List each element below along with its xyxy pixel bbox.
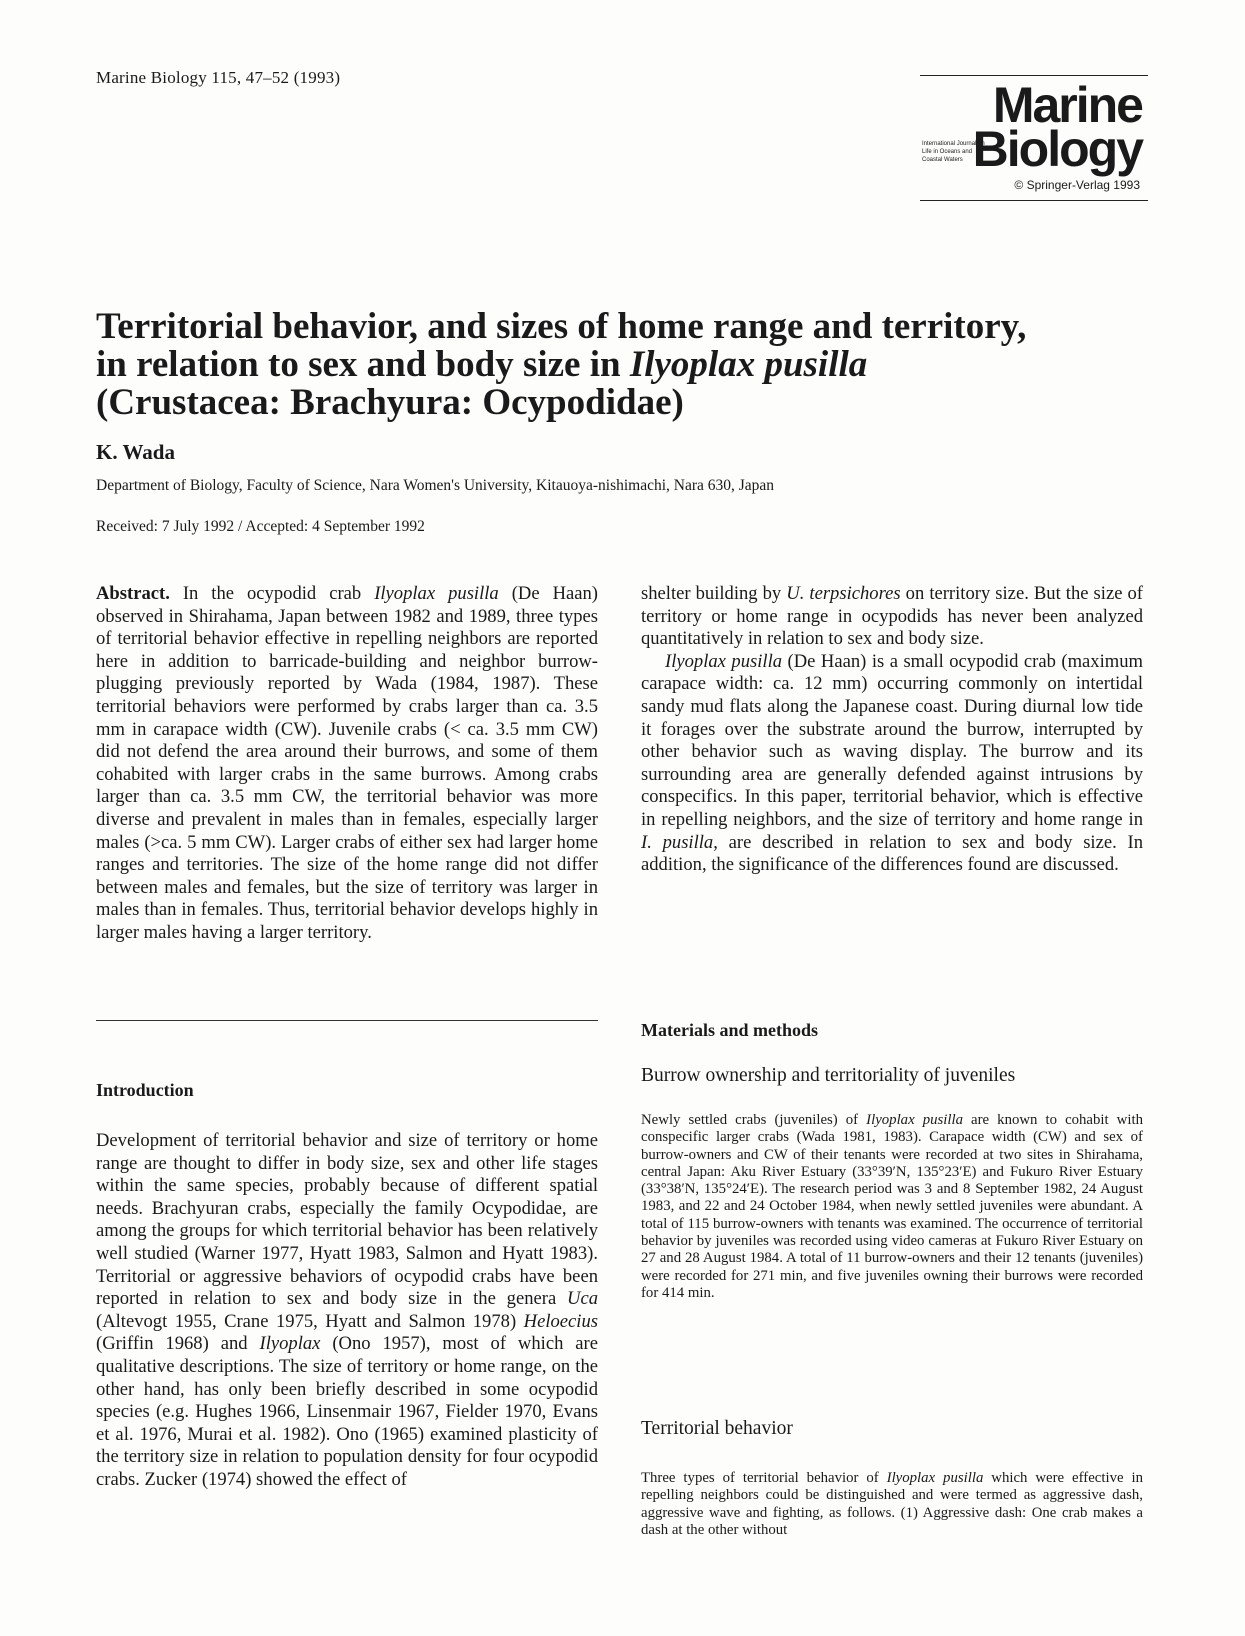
abstract-divider [96, 1020, 598, 1021]
logo-word-biology: Biology [972, 121, 1142, 177]
logo-word-marine: Marine [992, 77, 1142, 133]
logo-rule-top [920, 75, 1148, 76]
subheading-territorial-behavior: Territorial behavior [641, 1418, 793, 1439]
copyright-notice: © Springer-Verlag 1993 [1014, 178, 1140, 192]
title-line-2: in relation to sex and body size in Ilyoplax pusilla [96, 344, 868, 385]
introduction-heading: Introduction [96, 1080, 194, 1100]
title-line-3: (Crustacea: Brachyura: Ocypodidae) [96, 382, 684, 423]
title-line-1: Territorial behavior, and sizes of home range and territory, [96, 306, 1027, 347]
introduction-text: Development of territorial behavior and size of territory or home range are thought to differ in body size, sex and other life stages within the same species, probably because of different spatial needs. Brachyuran crabs, especially the family Ocypodidae, are among the groups for which territorial behavior has been relatively well studied (Warner 1977, Hyatt 1983, Salmon and Hyatt 1983). Territorial or aggressive behaviors of ocypodid crabs have been reported in relation to sex and body size in the genera Uca (Altevogt 1955, Crane 1975, Hyatt and Salmon 1978) Heloecius (Griffin 1968) and Ilyoplax (Ono 1957), most of which are qualitative descriptions. The size of territory or home range, on the other hand, has only been briefly described in some ocypodid species (e.g. Hughes 1966, Linsenmair 1967, Fielder 1970, Evans et al. 1976, Murai et al. 1982). Ono (1965) examined plasticity of the territory size in relation to population density for four ocypodid crabs. Zucker (1974) showed the effect of [96, 1130, 598, 1490]
abstract-label: Abstract. [96, 583, 170, 604]
article-title [96, 308, 1156, 422]
paragraph-continued: shelter building by U. terpsichores on territory size. But the size of territory or home range in ocypodids has never been analyzed quantitatively in relation to sex and body size. [641, 583, 1143, 650]
author-name: K. Wada [96, 440, 175, 464]
methods-burrow-text: Newly settled crabs (juveniles) of Ilyoplax pusilla are known to cohabit with conspecific larger crabs (Wada 1981, 1983). Carapace width (CW) and sex of burrow-owners and CW of their tenants were recorded at two sites in Shirahama, central Japan: Aku River Estuary (33°39′N, 135°23′E) and Fukuro River Estuary (33°38′N, 135°24′E). The research period was 3 and 8 September 1982, 24 August 1983, and 22 and 24 October 1984, when newly settled juveniles were abundant. A total of 115 burrow-owners with tenants was examined. The occurrence of territorial behavior by juveniles was recorded using video cameras at Fukuro River Estuary on 27 and 28 August 1984. A total of 11 burrow-owners and their 12 tenants (juveniles) were recorded for 271 min, and five juveniles owning their burrows were recorded for 414 min. [641, 1112, 1143, 1301]
methods-territorial-text: Three types of territorial behavior of Ilyoplax pusilla which were effective in repelling neighbors could be distinguished and were termed as aggressive dash, aggressive wave and fighting, as follows. (1) Aggressive dash: One crab makes a dash at the other without [641, 1470, 1143, 1538]
journal-logo [920, 72, 1148, 212]
subheading-burrow-ownership: Burrow ownership and territoriality of juveniles [641, 1065, 1016, 1086]
logo-rule-bottom [920, 200, 1148, 201]
logo-tagline: International Journal on Life in Oceans and Coastal Waters [922, 141, 985, 163]
methods-heading: Materials and methods [641, 1020, 818, 1040]
introduction-continued [641, 583, 1143, 877]
abstract: Abstract. In the ocypodid crab Ilyoplax pusilla (De Haan) observed in Shirahama, Japan between 1982 and 1989, three types of territorial behavior effective in repelling neighbors are reported here in addition to barricade-building and neighbor burrow-plugging previously reported by Wada (1984, 1987). These territorial behaviors were performed by crabs larger than ca. 3.5 mm in carapace width (CW). Juvenile crabs (< ca. 3.5 mm CW) did not defend the area around their burrows, and some of them cohabited with larger crabs in the same burrows. Among crabs larger than ca. 3.5 mm CW, the territorial behavior was more diverse and prevalent in males than in females, especially larger males (>ca. 5 mm CW). Larger crabs of either sex had larger home ranges and territories. The size of the home range did not differ between males and females, but the size of territory was larger in males than in females. Thus, territorial behavior develops highly in larger males having a larger territory. [96, 583, 598, 943]
received-accepted-dates: Received: 7 July 1992 / Accepted: 4 September 1992 [96, 518, 425, 535]
journal-reference: Marine Biology 115, 47–52 (1993) [96, 68, 341, 87]
author-affiliation: Department of Biology, Faculty of Science, Nara Women's University, Kitauoya-nishimachi, Nara 630, Japan [96, 477, 775, 494]
paragraph-species: Ilyoplax pusilla (De Haan) is a small ocypodid crab (maximum carapace width: ca. 12 mm) occurring commonly on intertidal sandy mud flats along the Japanese coast. During diurnal low tide it forages over the substrate around the burrow, interrupted by other behavior such as waving display. The burrow and its surrounding area are generally defended against intrusions by conspecifics. In this paper, territorial behavior, which is effective in repelling neighbors, and the size of territory and home range in I. pusilla, are described in relation to sex and body size. In addition, the significance of the differences found are discussed. [641, 650, 1143, 876]
